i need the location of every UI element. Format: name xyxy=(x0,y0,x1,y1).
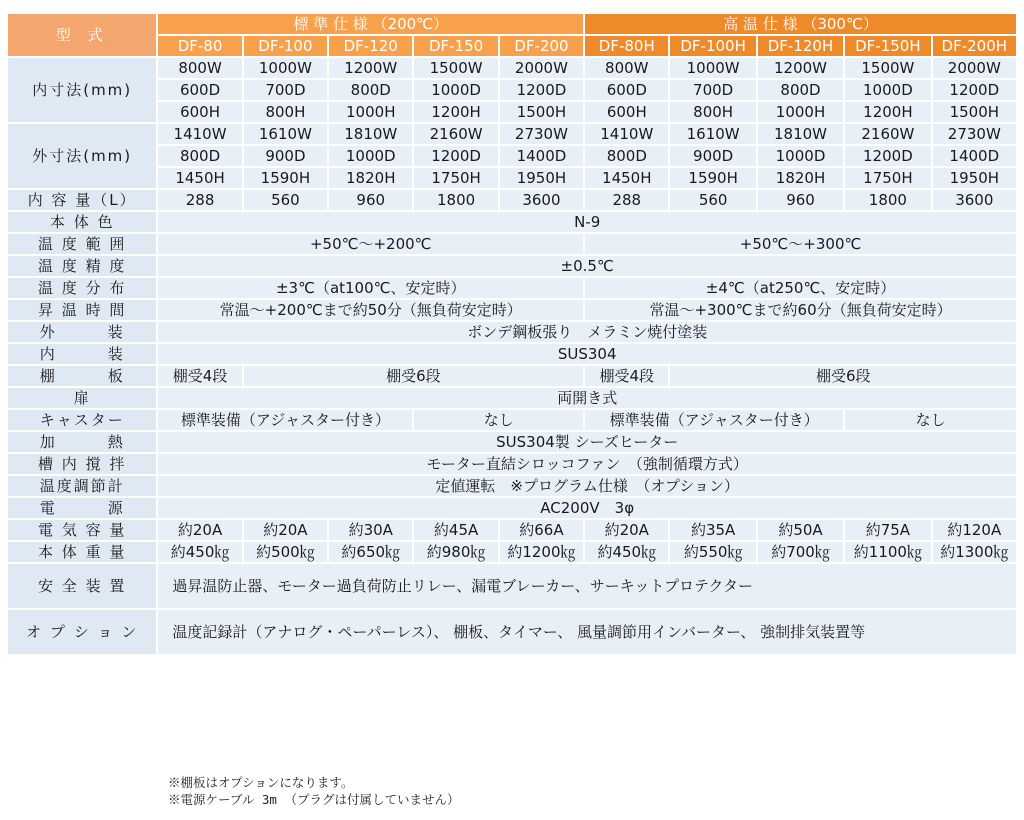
caster-hightemp-b: なし xyxy=(845,410,1016,430)
body-color-label: 本 体 色 xyxy=(8,212,156,232)
temp-range-hightemp: +50℃～+300℃ xyxy=(585,234,1016,254)
capacity-cell: 1800 xyxy=(414,190,497,210)
caster-standard-a: 標準装備（アジャスター付き） xyxy=(158,410,412,430)
capacity-cell: 3600 xyxy=(933,190,1016,210)
caster-label: キャスター xyxy=(8,410,156,430)
capacity-cell: 288 xyxy=(585,190,668,210)
capacity-row xyxy=(8,190,1016,210)
dimension-cell: 800D xyxy=(158,146,241,166)
dimension-cell: 1950H xyxy=(933,168,1016,188)
dimension-cell: 1810W xyxy=(758,124,843,144)
temp-distribution-row xyxy=(8,278,1016,298)
interior-label: 内 装 xyxy=(8,344,156,364)
capacity-cell: 288 xyxy=(158,190,241,210)
temp-range-label: 温 度 範 囲 xyxy=(8,234,156,254)
weight-row xyxy=(8,542,1016,562)
shelf-label: 棚 板 xyxy=(8,366,156,386)
outer-dimensions-label: 外寸法(mm) xyxy=(8,124,156,188)
model-cell: DF-100H xyxy=(670,36,755,56)
dimension-cell: 1610W xyxy=(670,124,755,144)
exterior-label: 外 装 xyxy=(8,322,156,342)
capacity-cell: 3600 xyxy=(500,190,583,210)
dimension-cell: 1410W xyxy=(585,124,668,144)
door-row xyxy=(8,388,1016,408)
dimension-cell: 600H xyxy=(158,102,241,122)
footnote: ※電源ケーブル 3m （プラグは付属していません） xyxy=(168,792,460,807)
dimension-cell: 800W xyxy=(158,58,241,78)
dimension-cell: 900D xyxy=(670,146,755,166)
dimension-cell: 2730W xyxy=(933,124,1016,144)
dimension-cell: 1000D xyxy=(329,146,412,166)
safety-value: 過昇温防止器、モーター過負荷防止リレー、漏電ブレーカー、サーキットプロテクター xyxy=(158,564,1016,608)
inner-dimensions-label: 内寸法(mm) xyxy=(8,58,156,122)
model-cell: DF-100 xyxy=(244,36,327,56)
power-capacity-cell: 約66A xyxy=(500,520,583,540)
power-value: AC200V 3φ xyxy=(158,498,1016,518)
model-cell: DF-150 xyxy=(414,36,497,56)
door-value: 両開き式 xyxy=(158,388,1016,408)
power-capacity-label: 電 気 容 量 xyxy=(8,520,156,540)
shelf-standard-a: 棚受4段 xyxy=(158,366,241,386)
temp-range-standard: +50℃～+200℃ xyxy=(158,234,583,254)
model-cell: DF-120H xyxy=(758,36,843,56)
interior-row xyxy=(8,344,1016,364)
dimension-cell: 1000W xyxy=(244,58,327,78)
power-capacity-cell: 約35A xyxy=(670,520,755,540)
weight-cell: 約1200㎏ xyxy=(500,542,583,562)
model-row xyxy=(8,36,1016,56)
power-capacity-cell: 約20A xyxy=(585,520,668,540)
dimension-cell: 600D xyxy=(158,80,241,100)
weight-cell: 約980㎏ xyxy=(414,542,497,562)
controller-value: 定値運転 ※プログラム仕様 （オプション） xyxy=(158,476,1016,496)
body-color-row xyxy=(8,212,1016,232)
type-header: 型 式 xyxy=(8,14,156,56)
dimension-cell: 1000W xyxy=(670,58,755,78)
dimension-cell: 2730W xyxy=(500,124,583,144)
options-row xyxy=(8,610,1016,654)
capacity-cell: 1800 xyxy=(845,190,930,210)
dimension-cell: 1200D xyxy=(500,80,583,100)
capacity-cell: 560 xyxy=(670,190,755,210)
weight-cell: 約450㎏ xyxy=(158,542,241,562)
dimension-cell: 1500W xyxy=(845,58,930,78)
outer-dimensions-row xyxy=(8,168,1016,188)
weight-cell: 約550㎏ xyxy=(670,542,755,562)
heatup-time-standard: 常温～+200℃まで約50分（無負荷安定時） xyxy=(158,300,583,320)
model-cell: DF-80H xyxy=(585,36,668,56)
dimension-cell: 1590H xyxy=(244,168,327,188)
dimension-cell: 1200H xyxy=(845,102,930,122)
power-row xyxy=(8,498,1016,518)
controller-row xyxy=(8,476,1016,496)
caster-hightemp-a: 標準装備（アジャスター付き） xyxy=(585,410,843,430)
shelf-standard-b: 棚受6段 xyxy=(244,366,583,386)
capacity-cell: 960 xyxy=(329,190,412,210)
stirring-value: モーター直結シロッコファン （強制循環方式） xyxy=(158,454,1016,474)
power-capacity-cell: 約50A xyxy=(758,520,843,540)
dimension-cell: 1400D xyxy=(933,146,1016,166)
temp-distribution-hightemp: ±4℃（at250℃、安定時） xyxy=(585,278,1016,298)
dimension-cell: 1200W xyxy=(758,58,843,78)
power-capacity-cell: 約30A xyxy=(329,520,412,540)
dimension-cell: 700D xyxy=(244,80,327,100)
dimension-cell: 1000H xyxy=(758,102,843,122)
outer-dimensions-row xyxy=(8,146,1016,166)
power-capacity-cell: 約75A xyxy=(845,520,930,540)
dimension-cell: 700D xyxy=(670,80,755,100)
power-label: 電 源 xyxy=(8,498,156,518)
weight-cell: 約1300㎏ xyxy=(933,542,1016,562)
inner-dimensions-row xyxy=(8,102,1016,122)
dimension-cell: 2160W xyxy=(845,124,930,144)
dimension-cell: 1000D xyxy=(758,146,843,166)
weight-cell: 約500㎏ xyxy=(244,542,327,562)
dimension-cell: 1750H xyxy=(414,168,497,188)
shelf-row xyxy=(8,366,1016,386)
shelf-hightemp-a: 棚受4段 xyxy=(585,366,668,386)
dimension-cell: 1400D xyxy=(500,146,583,166)
power-capacity-cell: 約20A xyxy=(158,520,241,540)
dimension-cell: 1000D xyxy=(845,80,930,100)
exterior-value: ボンデ鋼板張り メラミン焼付塗装 xyxy=(158,322,1016,342)
caster-row xyxy=(8,410,1016,430)
temp-distribution-label: 温 度 分 布 xyxy=(8,278,156,298)
safety-label: 安 全 装 置 xyxy=(8,564,156,608)
power-capacity-cell: 約45A xyxy=(414,520,497,540)
weight-cell: 約1100㎏ xyxy=(845,542,930,562)
dimension-cell: 800H xyxy=(244,102,327,122)
footnotes xyxy=(168,774,459,808)
door-label: 扉 xyxy=(8,388,156,408)
weight-cell: 約450㎏ xyxy=(585,542,668,562)
heatup-time-label: 昇 温 時 間 xyxy=(8,300,156,320)
dimension-cell: 800H xyxy=(670,102,755,122)
options-label: オ プ シ ョ ン xyxy=(8,610,156,654)
capacity-cell: 960 xyxy=(758,190,843,210)
dimension-cell: 1000H xyxy=(329,102,412,122)
dimension-cell: 1750H xyxy=(845,168,930,188)
body-color-value: N-9 xyxy=(158,212,1016,232)
weight-cell: 約700㎏ xyxy=(758,542,843,562)
temp-accuracy-value: ±0.5℃ xyxy=(158,256,1016,276)
dimension-cell: 1610W xyxy=(244,124,327,144)
power-capacity-cell: 約120A xyxy=(933,520,1016,540)
heating-label: 加 熱 xyxy=(8,432,156,452)
dimension-cell: 1820H xyxy=(758,168,843,188)
dimension-cell: 1000D xyxy=(414,80,497,100)
exterior-row xyxy=(8,322,1016,342)
heatup-time-hightemp: 常温～+300℃まで約60分（無負荷安定時） xyxy=(585,300,1016,320)
dimension-cell: 1500H xyxy=(933,102,1016,122)
inner-dimensions-row xyxy=(8,58,1016,78)
dimension-cell: 1200D xyxy=(933,80,1016,100)
dimension-cell: 600D xyxy=(585,80,668,100)
dimension-cell: 800D xyxy=(329,80,412,100)
footnote: ※棚板はオプションになります。 xyxy=(168,775,354,790)
capacity-cell: 560 xyxy=(244,190,327,210)
shelf-hightemp-b: 棚受6段 xyxy=(670,366,1016,386)
model-cell: DF-200H xyxy=(933,36,1016,56)
dimension-cell: 800W xyxy=(585,58,668,78)
dimension-cell: 1450H xyxy=(158,168,241,188)
temp-distribution-standard: ±3℃（at100℃、安定時） xyxy=(158,278,583,298)
power-capacity-row xyxy=(8,520,1016,540)
outer-dimensions-row xyxy=(8,124,1016,144)
weight-label: 本 体 重 量 xyxy=(8,542,156,562)
heatup-time-row xyxy=(8,300,1016,320)
dimension-cell: 1200D xyxy=(414,146,497,166)
temp-accuracy-label: 温 度 精 度 xyxy=(8,256,156,276)
options-value: 温度記録計（アナログ・ペーパーレス）、 棚板、タイマー、 風量調節用インバーター、 強制排気装置等 xyxy=(158,610,1016,654)
stirring-label: 槽 内 撹 拌 xyxy=(8,454,156,474)
inner-dimensions-row xyxy=(8,80,1016,100)
model-cell: DF-150H xyxy=(845,36,930,56)
standard-spec-header: 標 準 仕 様 （200℃） xyxy=(158,14,583,34)
stirring-row xyxy=(8,454,1016,474)
heating-row xyxy=(8,432,1016,452)
spec-table xyxy=(6,12,1018,656)
weight-cell: 約650㎏ xyxy=(329,542,412,562)
dimension-cell: 1810W xyxy=(329,124,412,144)
dimension-cell: 1450H xyxy=(585,168,668,188)
dimension-cell: 1200W xyxy=(329,58,412,78)
dimension-cell: 1500W xyxy=(414,58,497,78)
model-cell: DF-120 xyxy=(329,36,412,56)
dimension-cell: 2160W xyxy=(414,124,497,144)
dimension-cell: 1500H xyxy=(500,102,583,122)
dimension-cell: 1200D xyxy=(845,146,930,166)
temp-range-row xyxy=(8,234,1016,254)
caster-standard-b: なし xyxy=(414,410,583,430)
dimension-cell: 600H xyxy=(585,102,668,122)
heating-value: SUS304製 シーズヒーター xyxy=(158,432,1016,452)
dimension-cell: 1200H xyxy=(414,102,497,122)
dimension-cell: 1820H xyxy=(329,168,412,188)
dimension-cell: 1590H xyxy=(670,168,755,188)
hightemp-spec-header: 高 温 仕 様 （300℃） xyxy=(585,14,1016,34)
header-row xyxy=(8,14,1016,34)
controller-label: 温度調節計 xyxy=(8,476,156,496)
dimension-cell: 2000W xyxy=(933,58,1016,78)
capacity-label: 内 容 量（L） xyxy=(8,190,156,210)
dimension-cell: 800D xyxy=(758,80,843,100)
power-capacity-cell: 約20A xyxy=(244,520,327,540)
dimension-cell: 900D xyxy=(244,146,327,166)
model-cell: DF-200 xyxy=(500,36,583,56)
dimension-cell: 800D xyxy=(585,146,668,166)
dimension-cell: 2000W xyxy=(500,58,583,78)
interior-value: SUS304 xyxy=(158,344,1016,364)
dimension-cell: 1410W xyxy=(158,124,241,144)
temp-accuracy-row xyxy=(8,256,1016,276)
safety-row xyxy=(8,564,1016,608)
model-cell: DF-80 xyxy=(158,36,241,56)
dimension-cell: 1950H xyxy=(500,168,583,188)
